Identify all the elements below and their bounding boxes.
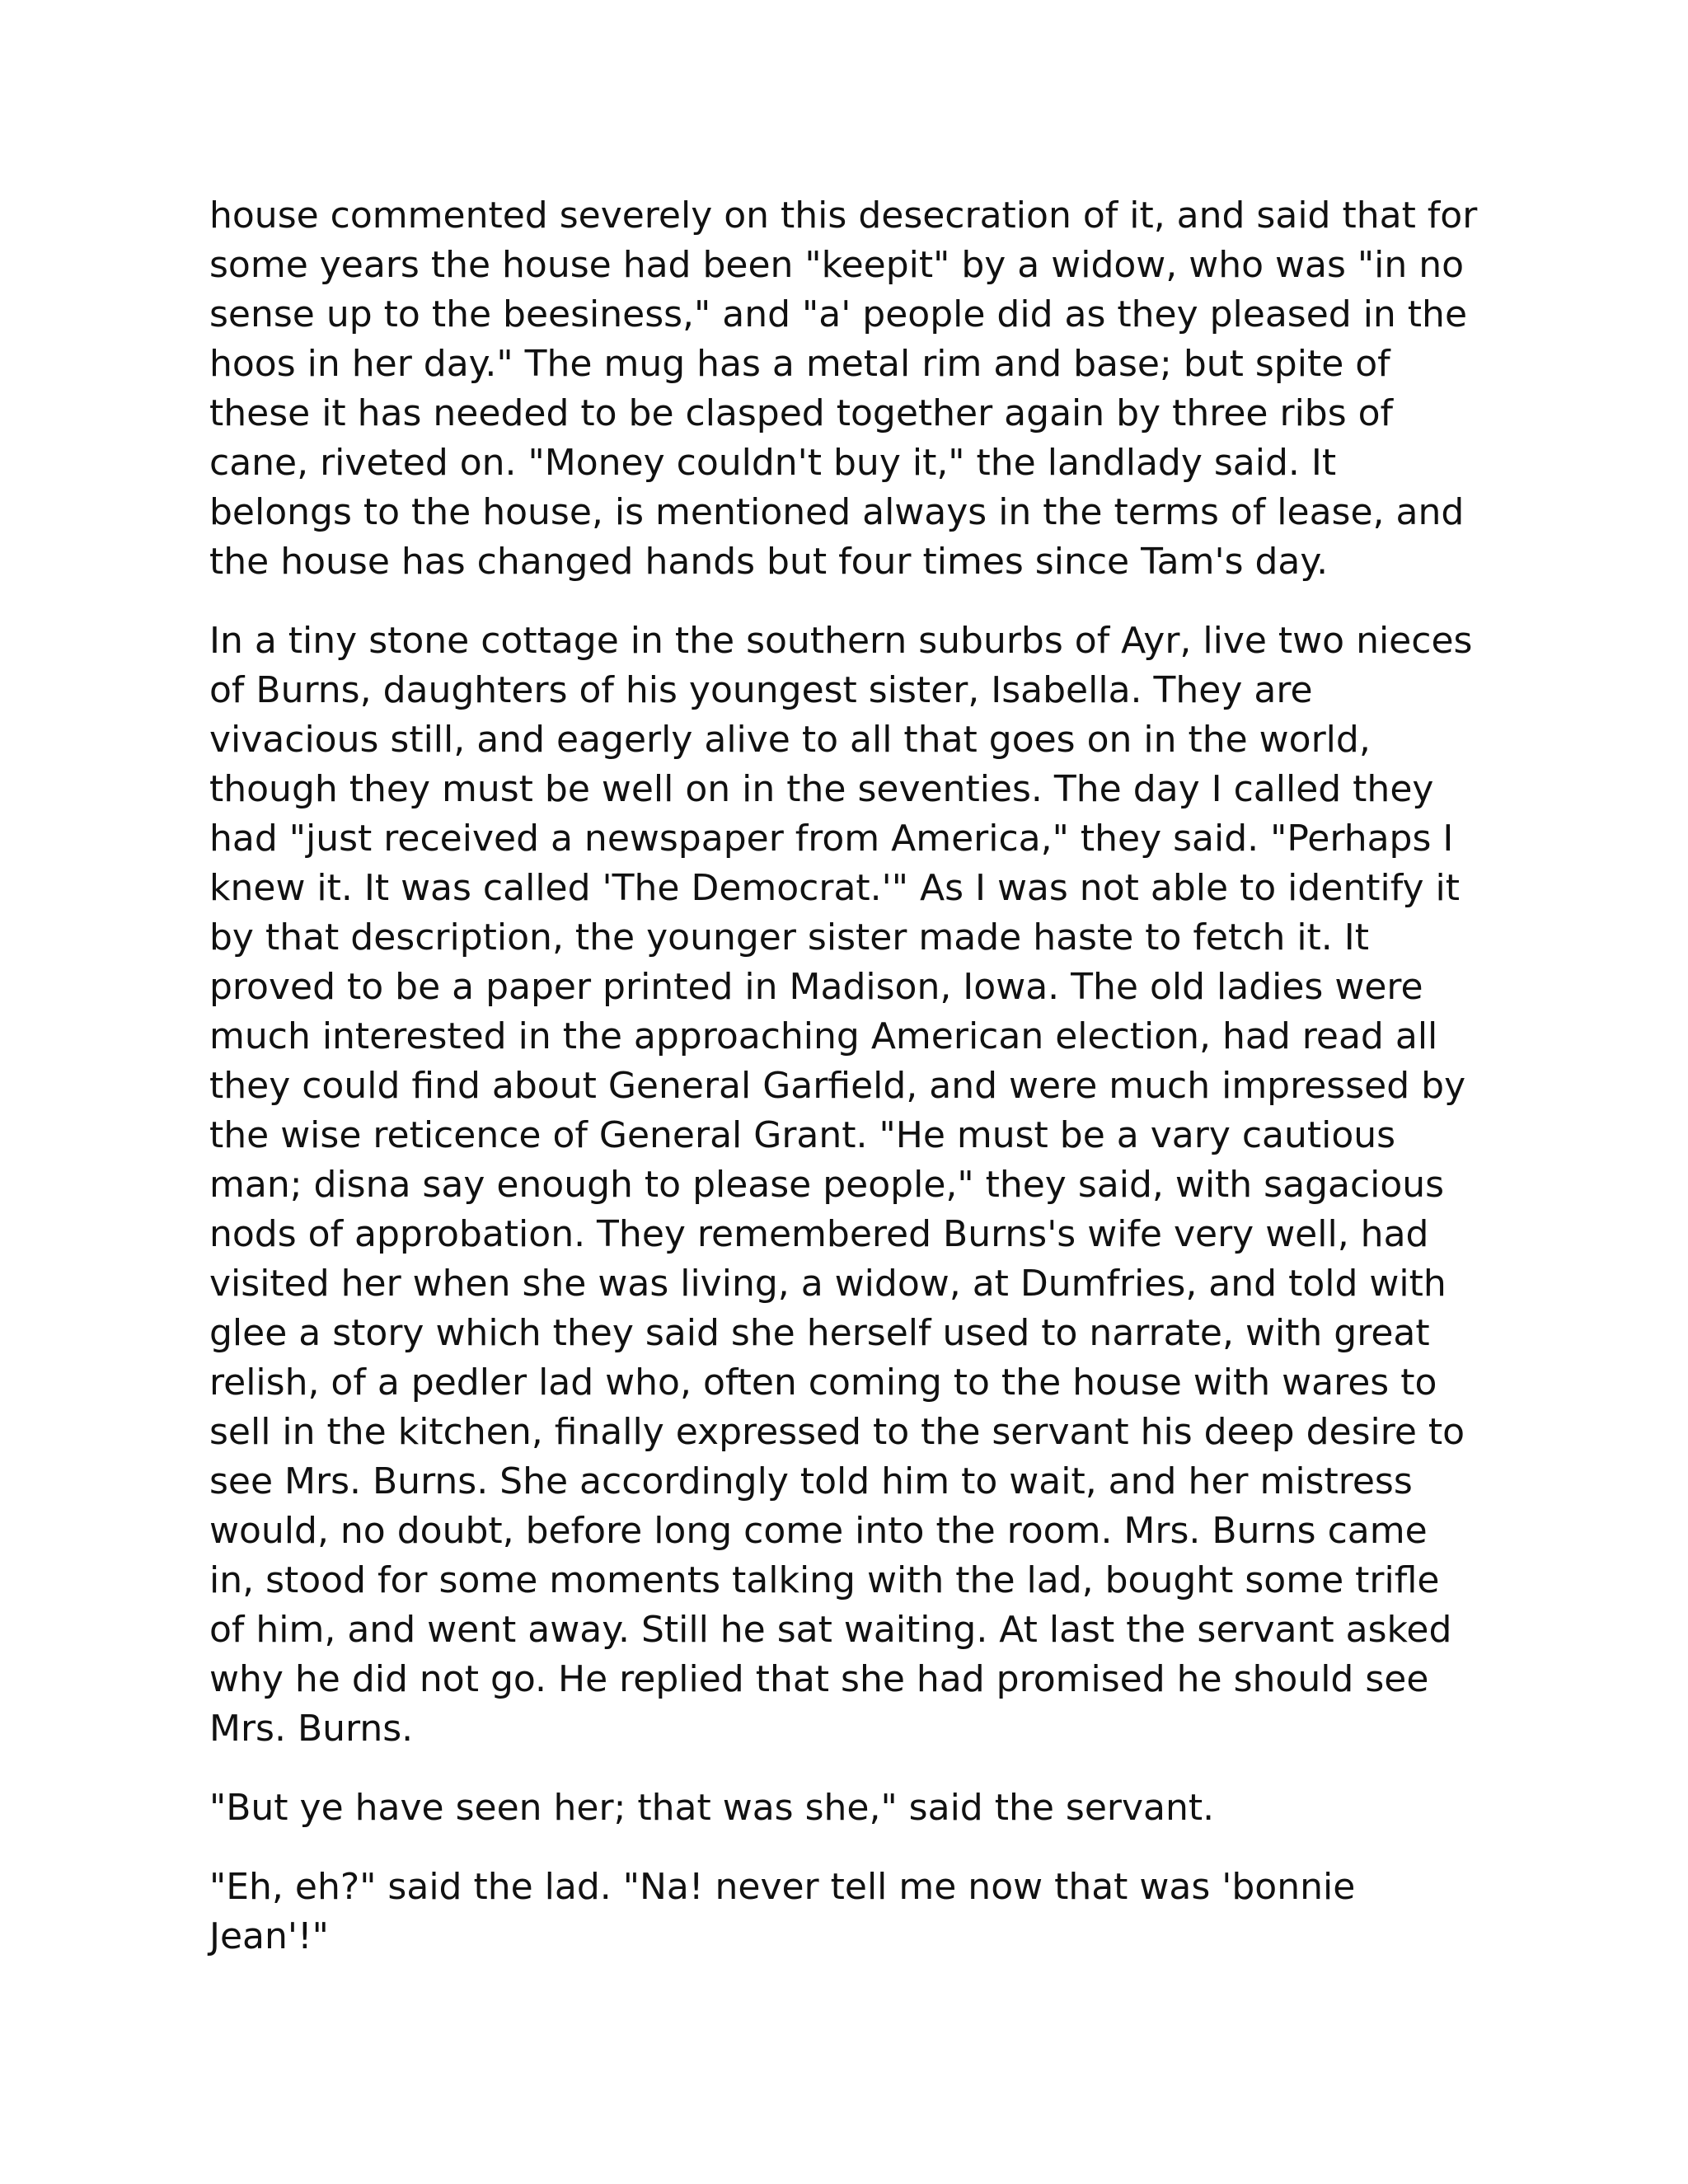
- paragraph-mug: house commented severely on this desecration of it, and said that for some years the house had been "keepit" by a widow, who was "in no sense up to the beesiness," and "a' people did as they pleased in the hoos in her day." The mug has a metal rim and base; but spite of these it has needed to be clasped together again by three ribs of cane, riveted on. "Money couldn't buy it," the landlady said. It belongs to the house, is mentioned always in the terms of lease, and the house has changed hands but four times since Tam's day.: [209, 194, 1478, 583]
- paragraph-lad-reply: "Eh, eh?" said the lad. "Na! never tell me now that was 'bonnie Jean'!": [209, 1866, 1356, 1957]
- document-page: [209, 191, 1479, 1991]
- paragraph-burns-nieces: In a tiny stone cottage in the southern suburbs of Ayr, live two nieces of Burns, daughters of his youngest sister, Isabella. They are vivacious still, and eagerly alive to all that goes on in the world, though they must be well on in the seventies. The day I called they had "just received a newspaper from America," they said. "Perhaps I knew it. It was called 'The Democrat.'" As I was not able to identify it by that description, the younger sister made haste to fetch it. It proved to be a paper printed in Madison, Iowa. The old ladies were much interested in the approaching American election, had read all they could find about General Garfield, and were much impressed by the wise reticence of General Grant. "He must be a vary cautious man; disna say enough to please people," they said, with sagacious nods of approbation. They remembered Burns's wife very well, had visited her when she was living, a widow, at Dumfries, and told with glee a story which they said she herself used to narrate, with great relish, of a pedler lad who, often coming to the house with wares to sell in the kitchen, finally expressed to the servant his deep desire to see Mrs. Burns. She accordingly told him to wait, and her mistress would, no doubt, before long come into the room. Mrs. Burns came in, stood for some moments talking with the lad, bought some trifle of him, and went away. Still he sat waiting. At last the servant asked why he did not go. He replied that she had promised he should see Mrs. Burns.: [209, 620, 1473, 1750]
- paragraph-servant-reply: "But ye have seen her; that was she," said the servant.: [209, 1787, 1215, 1829]
